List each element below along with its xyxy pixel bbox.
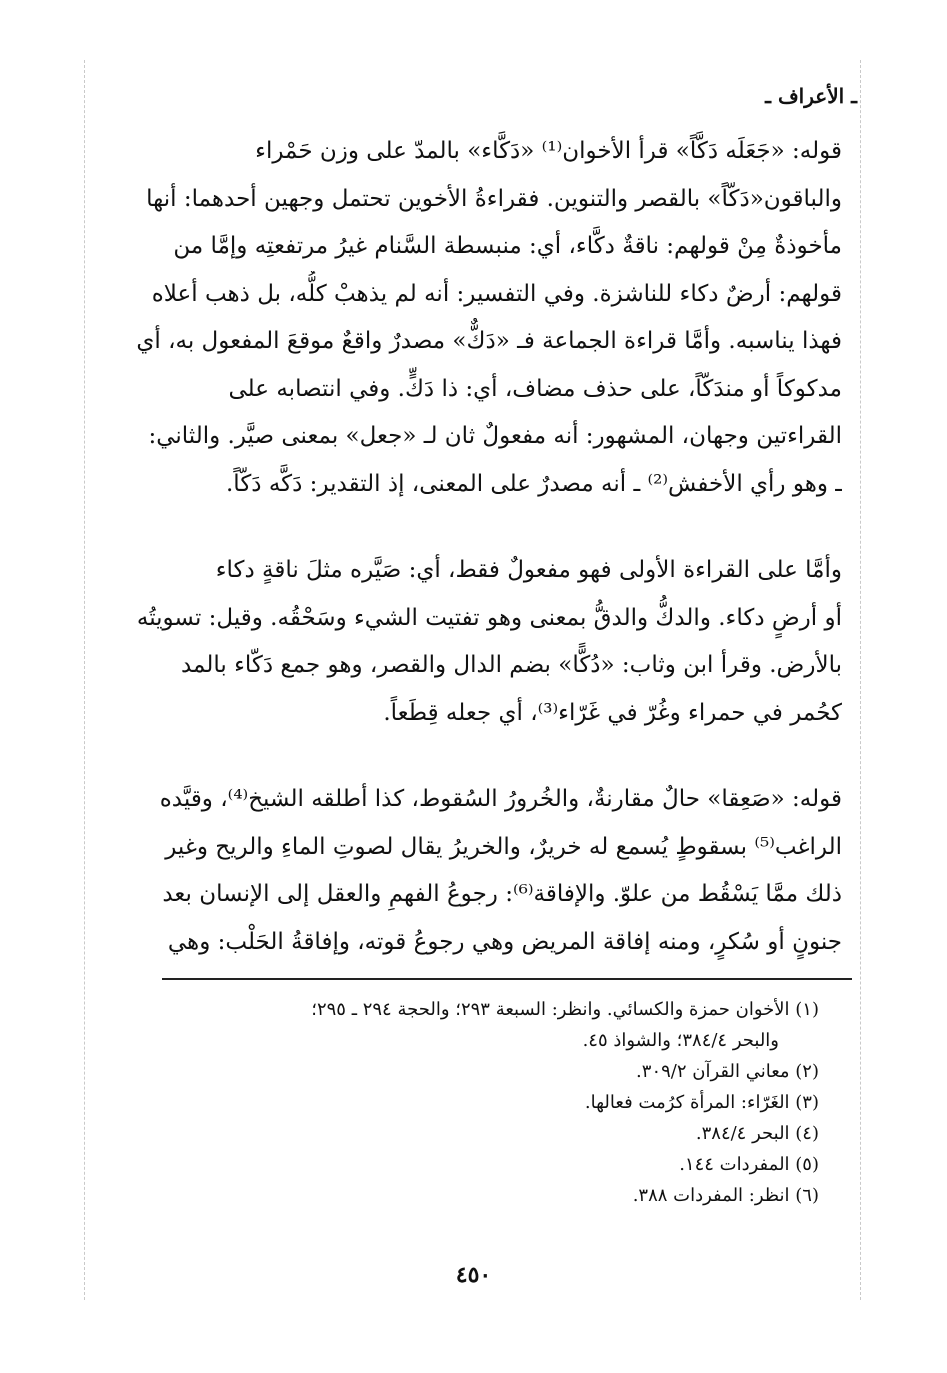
text-line: وأمَّا على القراءة الأولى فهو مفعولٌ فقط، أي: صَيَّره مثلَ ناقةٍ دكاء (215, 557, 842, 583)
footnote: (٣) الغَرّاء: المرأة كرُمت فعالها. (584, 1092, 819, 1113)
paragraph-2 (88, 547, 842, 737)
text-line: فهذا يناسبه. وأمَّا قراءة الجماعة فـ «دَكٌّ» مصدرٌ واقعٌ موقعَ المفعول به، أي (136, 328, 842, 354)
footnote: (١) الأخوان حمزة والكسائي. وانظر: السبعة ٢٩٣؛ والحجة ٢٩٤ ـ ٢٩٥؛ (311, 999, 819, 1020)
text-line: قولهم: أرضٌ دكاء للناشزة. وفي التفسير: أنه لم يذهبْ كلُّه، بل ذهب أعلاه (151, 280, 842, 307)
footnotes (80, 994, 819, 1211)
running-head: ـ الأعراف ـ (765, 84, 857, 108)
text-line: الراغب⁽⁵⁾ بسقوطٍ يُسمع له خريرٌ، والخريرُ يقال لصوتِ الماءِ والريح وغير (165, 833, 842, 860)
text-line: القراءتين وجهان، المشهور: أنه مفعولٌ ثان لـ «جعل» بمعنى صيَّر. والثاني: (148, 423, 842, 449)
footnote: (٢) معاني القرآن ٣٠٩/٢. (636, 1061, 819, 1082)
footnote: (٤) البحر ٣٨٤/٤. (695, 1123, 819, 1144)
text-line: أو أرضٍ دكاء. والدكُّ والدقُّ بمعنى وهو تفتيت الشيء وسَحْقُه. وقيل: تسويتُه (136, 604, 842, 631)
paragraph-spacer (88, 737, 842, 776)
paragraph-1 (88, 128, 842, 508)
text-line: ذلك ممَّا يَسْقُط من علوّ. والإفاقة⁽⁶⁾: رجوعُ الفهمِ والعقل إلى الإنسان بعد (162, 881, 842, 907)
main-text (88, 128, 842, 966)
footnote: (٦) انظر: المفردات ٣٨٨. (632, 1185, 819, 1206)
text-line: ـ وهو رأي الأخفش⁽²⁾ ـ أنه مصدرٌ على المعنى، إذ التقدير: دَكَّه دَكّاً. (226, 470, 842, 497)
scan-guide-line (860, 60, 861, 1300)
text-line: مدكوكاً أو مندَكّاً، على حذف مضاف، أي: ذا دَكٍّ. وفي انتصابه على (228, 375, 842, 402)
text-line: جنونٍ أو سُكرٍ، ومنه إفاقة المريض وهي رجوعُ قوته، وإفاقةُ الحَلْب: وهي (167, 928, 842, 955)
paragraph-3 (88, 776, 842, 966)
text-line: قوله: «صَعِقا» حالٌ مقارنةٌ، والخُرورُ السُقوط، كذا أطلقه الشيخ⁽⁴⁾، وقيَّده (159, 786, 842, 812)
page-number: ٤٥٠ (455, 1262, 492, 1288)
paragraph-spacer (88, 508, 842, 547)
text-line: والباقون«دَكّاً» بالقصر والتنوين. فقراءةُ الأخوين تحتمل وجهين أحدهما: أنها (146, 185, 842, 212)
text-line: قوله: «جَعَلَه دَكَّاً» قرأ الأخوان⁽¹⁾ «دَكَّاء» بالمدّ على وزن حَمْراء (255, 138, 842, 164)
footnote-divider (162, 978, 852, 980)
footnote: (٥) المفردات ١٤٤. (679, 1154, 819, 1175)
text-line: مأخوذةٌ مِنْ قولهم: ناقةٌ دكَّاء، أي: منبسطة السَّنام غيرُ مرتفعتِه وإمَّا من (173, 233, 842, 259)
footnote-continuation: والبحر ٣٨٤/٤؛ والشواذ ٤٥. (582, 1030, 779, 1051)
text-line: بالأرض. وقرأ ابن وثاب: «دُكًّا» بضم الدال والقصر، وهو جمع دَكّاء بالمد (180, 652, 842, 678)
text-line: كحُمر في حمراء وغُرّ في غَرّاء⁽³⁾، أي جعله قِطَعاً. (383, 699, 842, 726)
